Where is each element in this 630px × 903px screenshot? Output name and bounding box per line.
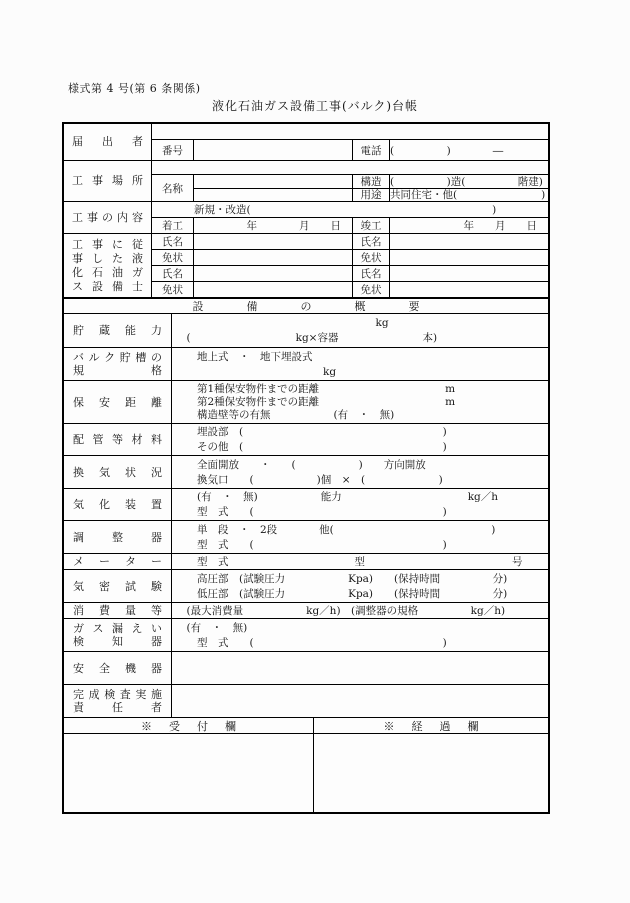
spec-content-cell: (有 ・ 無) 型 式 ( ) <box>176 621 447 649</box>
engineer-name-label: 氏名 <box>152 234 194 249</box>
engineer-label-cell <box>64 234 152 297</box>
spec-label-cell: 消費量等 <box>64 603 172 618</box>
engineer-name-value-cell-2 <box>390 266 548 281</box>
summary-header-cell <box>64 299 548 313</box>
spec-content-cell <box>172 685 548 717</box>
work-dates-subrow <box>152 217 548 233</box>
applicant-row <box>64 124 548 160</box>
engineer-label-line: 工事に従 <box>72 237 143 251</box>
work-content-label-cell <box>64 202 152 233</box>
structure-subrow <box>194 175 548 188</box>
site-name-label: 名称 <box>152 175 194 201</box>
completion-date-value-cell: 年 月 日 <box>390 220 537 232</box>
engineer-label-line: ス設備士 <box>72 279 143 293</box>
page-title: 液化石油ガス設備工事(バルク)台帳 <box>211 99 419 113</box>
engineer-license-label: 免状 <box>152 282 194 297</box>
engineer-name-label-2: 氏名 <box>352 234 390 249</box>
applicant-body <box>152 124 548 160</box>
spec-row-safety-equipment <box>64 651 548 684</box>
ledger-table <box>62 122 550 814</box>
spec-row-gas-leak-detector <box>64 618 548 651</box>
work-type-subrow <box>152 202 548 217</box>
spec-row-meter <box>64 553 548 569</box>
site-detail-nest <box>194 175 548 201</box>
site-body <box>152 161 548 201</box>
spec-content-cell: 型 式 型 号 <box>176 555 523 568</box>
spec-row-vaporizer <box>64 488 548 520</box>
use-value-cell: 共同住宅・他( ) <box>390 189 546 201</box>
use-label: 用途 <box>352 189 390 202</box>
completion-date-label: 竣工 <box>352 218 390 233</box>
engineer-subrow <box>152 234 548 249</box>
spec-label-cell: 換気状況 <box>64 456 172 488</box>
progress-column-header: ※ 経 過 欄 <box>383 719 482 733</box>
spec-row-storage-capacity <box>64 313 548 347</box>
engineer-name-label-2: 氏名 <box>352 266 390 281</box>
engineer-subrow <box>152 249 548 265</box>
spec-label-cell: ガス漏えい 検知器 <box>64 619 172 651</box>
site-name-subrow <box>152 174 548 201</box>
site-row <box>64 160 548 201</box>
engineer-name-label: 氏名 <box>152 266 194 281</box>
spec-content-cell: 高圧部 (試験圧力 Kpa) (保持時間 分) 低圧部 (試験圧力 Kpa) (保持時間 分) <box>176 572 508 600</box>
engineer-license-value-cell <box>194 250 352 265</box>
number-value-cell <box>194 140 352 160</box>
spec-row-safety-distance <box>64 380 548 423</box>
engineer-subrow <box>152 281 548 297</box>
work-content-body <box>152 202 548 233</box>
engineer-name-value-cell-2 <box>390 234 548 249</box>
engineer-name-value-cell <box>194 234 352 249</box>
engineer-row <box>64 233 548 297</box>
spec-content-cell: 地上式 ・ 地下埋設式 kg <box>176 350 337 378</box>
spec-row-regulator <box>64 520 548 553</box>
spec-row-consumption <box>64 602 548 618</box>
engineer-license-label-2: 免状 <box>352 250 390 265</box>
spec-label-cell: 保安距離 <box>64 381 172 423</box>
engineer-license-value-cell <box>194 282 352 297</box>
spec-label-cell: バルク貯槽の 規格 <box>64 348 172 380</box>
start-date-label: 着工 <box>152 218 194 233</box>
spec-label-cell: メーター <box>64 554 172 569</box>
engineer-label-line: 事した液 <box>72 251 143 265</box>
footer-header-row <box>64 717 548 733</box>
applicant-label-cell <box>64 124 152 160</box>
site-blank-cell <box>152 161 548 174</box>
structure-value-cell: ( )造( 階建) <box>390 175 543 188</box>
engineer-subrow <box>152 265 548 281</box>
reception-column-header: ※ 受 付 欄 <box>64 718 314 733</box>
form-number: 様式第 4 号(第 6 条関係) <box>68 82 201 95</box>
engineer-license-label-2: 免状 <box>352 282 390 297</box>
spec-row-bulk-tank-spec <box>64 347 548 380</box>
spec-row-inspection-manager <box>64 684 548 717</box>
work-content-label: 工事の内容 <box>72 210 143 224</box>
site-label-cell <box>64 161 152 201</box>
spec-label-cell: 安全機器 <box>64 652 172 684</box>
spec-content-cell: 全面開放 ・ ( ) 方向開放 換気口 ( )個 × ( ) <box>176 458 443 486</box>
structure-label: 構造 <box>352 175 390 188</box>
summary-header: 設備の概要 <box>192 300 463 313</box>
start-date-value-cell: 年 月 日 <box>194 220 341 232</box>
spec-label-cell: 気密試験 <box>64 570 172 602</box>
spec-label-cell: 調整器 <box>64 521 172 553</box>
spec-label-cell: 貯蔵能力 <box>64 314 172 347</box>
engineer-license-value-cell-2 <box>390 282 548 297</box>
number-label: 番号 <box>152 140 194 160</box>
spec-content-cell: kg ( kg×容器 本) <box>176 316 438 345</box>
reception-box <box>64 734 314 812</box>
spec-row-airtightness-test <box>64 569 548 602</box>
engineer-name-value-cell <box>194 266 352 281</box>
engineer-license-value-cell-2 <box>390 250 548 265</box>
applicant-number-subrow <box>152 139 548 160</box>
spec-label-cell: 気化装置 <box>64 489 172 520</box>
footer-boxes-row <box>64 733 548 812</box>
spec-content-cell: (最大消費量 kg／h) (調整器の規格 kg／h) <box>176 604 506 617</box>
progress-box <box>314 734 548 812</box>
phone-label: 電話 <box>352 140 390 160</box>
spec-content-cell: 第1種保安物件までの距離 m 第2種保安物件までの距離 m 構造壁等の有無 (有 ・ 無) <box>176 382 456 422</box>
spec-label-cell: 完成検査実施 責任者 <box>64 685 172 717</box>
engineer-body <box>152 234 548 297</box>
spec-content-cell: (有 ・ 無) 能力 kg／h 型 式 ( ) <box>176 491 499 518</box>
site-label: 工事場所 <box>72 174 143 187</box>
use-subrow <box>194 188 548 202</box>
site-name-value-cell <box>194 175 352 188</box>
spec-label-cell: 配管等材料 <box>64 424 172 455</box>
spec-content-cell <box>172 652 548 684</box>
engineer-license-label: 免状 <box>152 250 194 265</box>
work-type-value-cell: 新規・改造( ) <box>152 204 497 216</box>
applicant-label: 届出者 <box>72 135 143 148</box>
spec-content-cell: 埋設部 ( ) その他 ( ) <box>176 426 447 453</box>
work-content-row <box>64 201 548 233</box>
spec-row-piping-materials <box>64 423 548 455</box>
spec-row-ventilation <box>64 455 548 488</box>
spec-content-cell: 単 段 ・ 2段 他( ) 型 式 ( ) <box>176 523 496 551</box>
applicant-blank-cell <box>152 124 548 139</box>
phone-value-cell: ( ) ― <box>390 144 504 157</box>
summary-header-row <box>64 297 548 313</box>
site-name-value-cell-2 <box>194 189 352 202</box>
engineer-label-line: 化石油ガ <box>72 265 143 279</box>
